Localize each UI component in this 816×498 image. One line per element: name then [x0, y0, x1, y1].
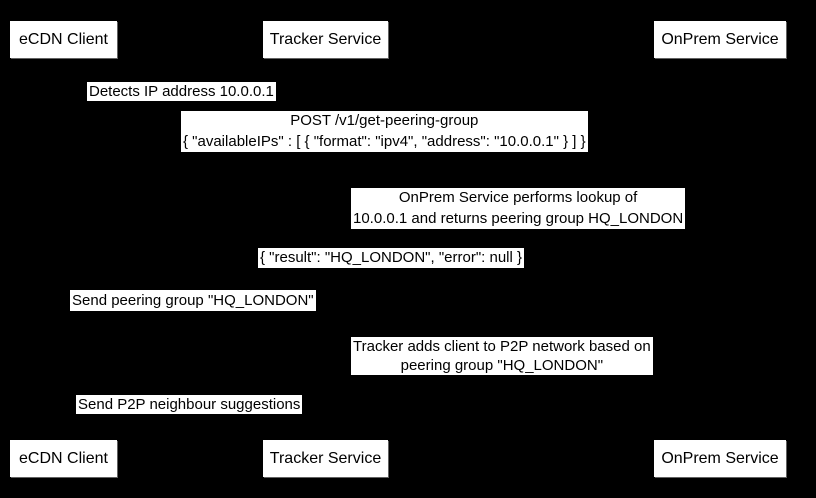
message-send-peering-group — [70, 290, 316, 311]
message-send-p2p-suggestions — [76, 395, 302, 414]
message-line: Send P2P neighbour suggestions — [78, 396, 301, 413]
note-line: peering group "HQ_LONDON" — [400, 357, 604, 374]
message-post-get-peering-group — [181, 111, 588, 152]
message-detects-ip — [87, 82, 276, 101]
actor-onprem-service-bottom: OnPrem Service — [654, 440, 786, 477]
note-line: OnPrem Service performs lookup of — [398, 189, 638, 206]
note-onprem-lookup — [351, 188, 685, 229]
message-line: { "result": "HQ_LONDON", "error": null } — [260, 249, 523, 266]
message-result-response — [258, 248, 524, 268]
message-line: POST /v1/get-peering-group — [290, 112, 479, 129]
note-line: Tracker adds client to P2P network based on — [353, 338, 651, 355]
message-line: { "availableIPs" : [ { "format": "ipv4", "address": "10.0.0.1" } ] } — [183, 132, 586, 150]
actor-onprem-service-top: OnPrem Service — [654, 21, 786, 58]
note-tracker-adds-client — [351, 337, 653, 375]
note-line: 10.0.0.1 and returns peering group HQ_LONDON — [353, 209, 684, 227]
message-line: Send peering group "HQ_LONDON" — [72, 292, 314, 309]
actor-tracker-service-bottom: Tracker Service — [263, 440, 388, 477]
actor-ecdn-client-top: eCDN Client — [10, 21, 117, 58]
actor-tracker-service-top: Tracker Service — [263, 21, 388, 58]
message-line: Detects IP address 10.0.0.1 — [89, 83, 274, 100]
actor-ecdn-client-bottom: eCDN Client — [10, 440, 117, 477]
